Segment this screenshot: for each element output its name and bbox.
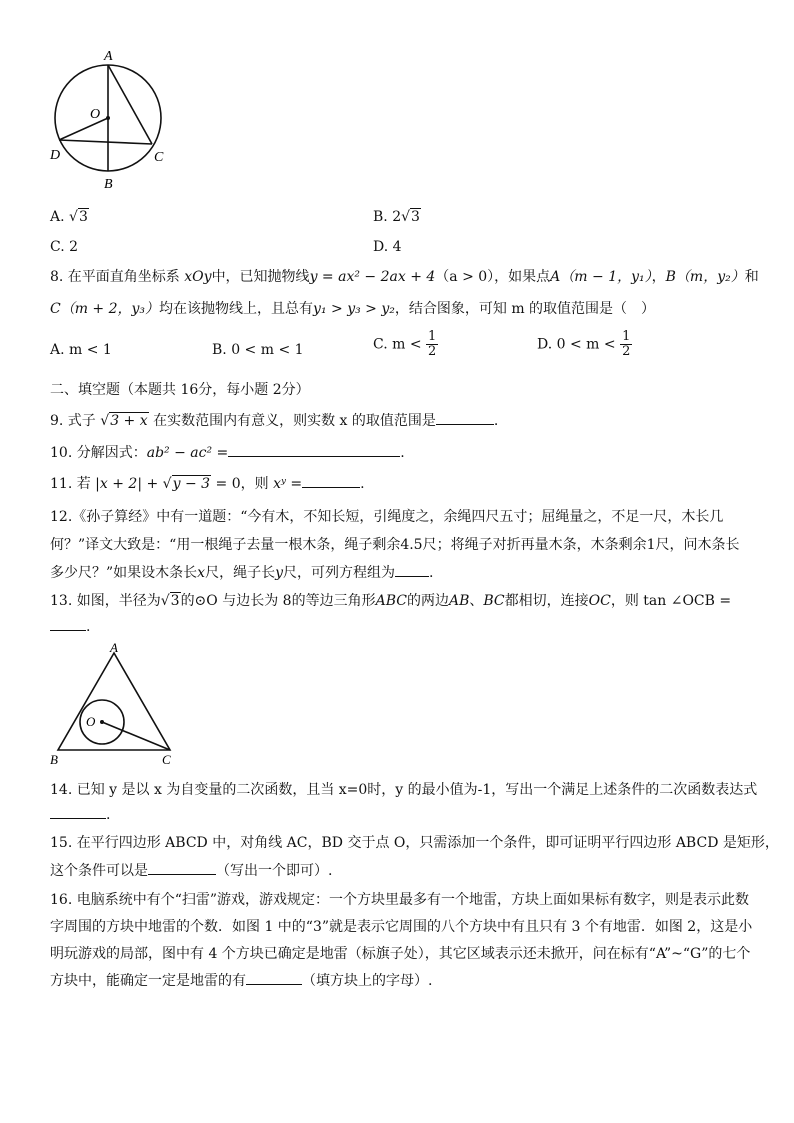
- radius-od: [59, 118, 108, 140]
- q11: 11. 若 |x + 2| + √y − 3 = 0，则 xʸ = .: [50, 476, 365, 492]
- q16-line3: 明玩游戏的局部，图中有 4 个方块已确定是地雷（标旗子处），其它区域表示还未掀开，问在标有“A”~“G”的七个: [50, 946, 751, 962]
- q12-line3-post: 尺，可列方程组为: [283, 565, 395, 581]
- q12-answer-blank[interactable]: [395, 564, 429, 577]
- q16-answer-blank[interactable]: [246, 972, 302, 985]
- q13-radicand: 3: [170, 593, 180, 609]
- q8-option-a: A. m < 1: [50, 342, 112, 358]
- section-title: 二、填空题（本题共 16分，每小题 2分）: [50, 382, 310, 398]
- label-a2: A: [110, 640, 118, 655]
- q9-radicand: 3 + x: [110, 413, 148, 429]
- label-b: B: [104, 177, 113, 192]
- frac-den: 2: [428, 344, 437, 359]
- q10-end: .: [400, 445, 405, 461]
- q14-end: .: [106, 807, 111, 823]
- q8-option-d: [537, 330, 632, 359]
- q13-mid2: 的两边: [406, 593, 449, 609]
- q13-mid3: 都相切，连接: [504, 593, 589, 609]
- label-c: C: [154, 150, 164, 165]
- label-b2: B: [50, 752, 58, 767]
- q11-end: .: [360, 476, 365, 492]
- q10-answer-blank[interactable]: [228, 444, 400, 457]
- q8-line2: [50, 298, 655, 318]
- q8-and: 和: [744, 269, 759, 285]
- q11-radicand: y − 3: [172, 476, 211, 492]
- q9-post: 在实数范围内有意义，则实数 x 的取值范围是: [153, 413, 436, 429]
- q11-answer-blank[interactable]: [302, 475, 360, 488]
- q16-line2: 字周围的方块中地雷的个数．如图 1 中的“3”就是表示它周围的八个方块中有且只有 3 个有地雷．如图 2，这是小: [50, 919, 753, 935]
- q8-eq: y = ax² − 2ax + 4: [309, 269, 436, 285]
- q7-option-b-radicand: 3: [411, 209, 420, 225]
- q13-pre: 13. 如图，半径为: [50, 593, 161, 609]
- segment-oc: [102, 722, 170, 750]
- q7-option-a: A. √3: [50, 209, 88, 225]
- q8-prefix: 8. 在平面直角坐标系: [50, 269, 180, 285]
- q11-xy: xʸ =: [273, 476, 303, 492]
- q8-option-d-pre: D. 0 < m <: [537, 336, 616, 353]
- q13-ab: AB: [448, 593, 470, 609]
- q14-line2: [50, 806, 110, 823]
- q10-expr: ab² − ac² =: [146, 445, 229, 461]
- q13-tri: ABC: [375, 593, 407, 609]
- q16-line1: 16. 电脑系统中有个“扫雷”游戏，游戏规定：一个方块里最多有一个地雷，方块上面如果标有数字，则是表示此数: [50, 892, 750, 908]
- q8-cond: （a > 0）: [435, 269, 495, 285]
- q15-line2-pre: 这个条件可以是: [50, 863, 148, 879]
- q13-answer-blank[interactable]: [50, 618, 86, 631]
- q7-option-b-label: B.: [373, 209, 388, 225]
- q13-end: .: [86, 619, 91, 635]
- center-point-small: [100, 720, 104, 724]
- q11-pre: 11. 若: [50, 476, 91, 492]
- q13-bc: BC: [483, 593, 505, 609]
- q8-point-b: B（m，y₂）: [665, 269, 745, 285]
- q7-option-b: B. 2√3: [373, 209, 420, 225]
- q8-option-b: B. 0 < m < 1: [212, 342, 304, 358]
- label-o2: O: [86, 714, 96, 729]
- q13-line1: 13. 如图，半径为√3的⊙O 与边长为 8的等边三角形ABC的两边AB、BC都相切，连接OC，则 tan ∠OCB =: [50, 593, 732, 609]
- q12-line1: 12.《孙子算经》中有一道题：“今有木，不知长短，引绳度之，余绳四尺五寸；屈绳量之，不足一尺，木长几: [50, 509, 724, 525]
- q8-mid1: 中，已知抛物线: [211, 269, 310, 285]
- q12-y: y: [275, 565, 283, 581]
- label-a: A: [104, 49, 113, 64]
- circle-figure: [40, 40, 180, 195]
- q8-sys: xOy: [184, 269, 212, 285]
- q8-line2-mid: 均在该抛物线上，且总有: [159, 301, 314, 317]
- frac-num: 1: [428, 329, 437, 344]
- q9: 9. 式子 √3 + x 在实数范围内有意义，则实数 x 的取值范围是 .: [50, 413, 499, 429]
- q12-line2: 何？”译文大致是：“用一根绳子去量一根木条，绳子剩余4.5尺；将绳子对折再量木条，木条剩余1尺，问木条长: [50, 537, 740, 553]
- q10: [50, 442, 405, 462]
- triangle-figure: [46, 638, 186, 768]
- q7-option-a-label: A.: [50, 209, 65, 225]
- q16-line4: [50, 970, 432, 990]
- q8-option-c-pre: C. m <: [373, 336, 422, 353]
- chord-dc: [59, 140, 152, 144]
- q12-x: x: [197, 565, 206, 581]
- q16-line4-pre: 方块中，能确定一定是地雷的有: [50, 973, 246, 989]
- chord-ac: [108, 65, 152, 144]
- q15-answer-blank[interactable]: [148, 862, 216, 875]
- fraction-one-half-d: [620, 330, 632, 359]
- q8-line2-end: ，结合图象，可知 m 的取值范围是（ ）: [394, 301, 656, 317]
- q8-option-c: [373, 330, 438, 359]
- q9-end: .: [493, 413, 499, 429]
- q8-mid2: ，如果点: [494, 269, 551, 285]
- q12-line3: [50, 562, 433, 582]
- q8-point-c: C（m + 2，y₃）: [50, 301, 160, 317]
- q11-eq0: = 0，则: [215, 476, 269, 492]
- frac-den-d: 2: [622, 344, 631, 359]
- q12-line3-pre: 多少尺？”如果设木条长: [50, 565, 198, 581]
- q10-pre: 10. 分解因式：: [50, 445, 147, 461]
- q8-point-a: A（m − 1，y₁）: [550, 269, 652, 285]
- q15-line2: [50, 860, 332, 880]
- q8-ineq: y₁ > y₃ > y₂: [313, 301, 395, 317]
- q13-mid4: ，则 tan ∠OCB =: [610, 593, 732, 609]
- q11-abs: |x + 2| +: [95, 476, 159, 492]
- q13-mid1: 的⊙O 与边长为 8的等边三角形: [180, 593, 376, 609]
- q12-line3-mid: 尺，绳子长: [205, 565, 276, 581]
- q8-line1: 8. 在平面直角坐标系 xOy中，已知抛物线y = ax² − 2ax + 4（a > 0），如果点A（m − 1，y₁），B（m，y₂）和: [50, 269, 759, 285]
- center-point: [106, 116, 110, 120]
- q14-answer-blank[interactable]: [50, 806, 106, 819]
- q15-line1: 15. 在平行四边形 ABCD 中，对角线 AC，BD 交于点 O，只需添加一个条件，即可证明平行四边形 ABCD 是矩形，: [50, 835, 779, 851]
- q7-option-c: C. 2: [50, 239, 79, 255]
- q16-line4-post: （填方块上的字母）.: [302, 973, 433, 989]
- fraction-one-half: [426, 330, 438, 359]
- q7-option-b-coef: 2: [392, 209, 402, 225]
- q13-sep: 、: [469, 593, 484, 609]
- q12-end: .: [429, 565, 434, 581]
- q14-line1: 14. 已知 y 是以 x 为自变量的二次函数，且当 x=0时，y 的最小值为-1，写出一个满足上述条件的二次函数表达式: [50, 782, 758, 798]
- label-d: D: [50, 148, 61, 163]
- q9-answer-blank[interactable]: [436, 412, 494, 425]
- q13-line2: [50, 618, 90, 635]
- q7-option-d: D. 4: [373, 239, 402, 255]
- q13-oc: OC: [588, 593, 611, 609]
- q7-option-a-radicand: 3: [78, 209, 88, 225]
- q9-pre: 9. 式子: [50, 413, 96, 429]
- q15-line2-post: （写出一个即可）.: [216, 863, 333, 879]
- triangle-abc: [58, 653, 170, 750]
- frac-num-d: 1: [622, 329, 631, 344]
- label-c2: C: [162, 752, 171, 767]
- label-o: O: [90, 107, 101, 122]
